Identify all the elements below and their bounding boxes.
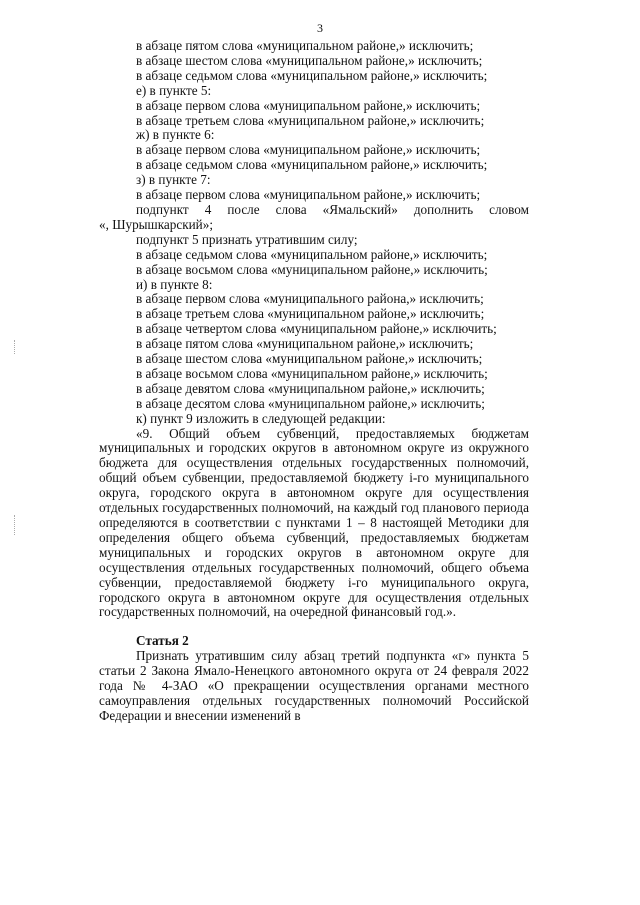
amendment-line: в абзаце восьмом слова «муниципальном районе,» исключить; — [136, 261, 488, 277]
amendment-line: в абзаце шестом слова «муниципальном районе,» исключить; — [136, 52, 483, 68]
amendment-line: в абзаце первом слова «муниципальном районе,» исключить; — [136, 142, 481, 158]
scan-margin-mark — [14, 515, 18, 535]
point-9-paragraph — [99, 427, 529, 621]
article-2-heading: Статья 2 — [136, 633, 189, 649]
amendment-line: в абзаце четвертом слова «муниципальном районе,» исключить; — [136, 321, 497, 337]
podpunkt4-continuation: «, Шурышкарский»; — [99, 216, 213, 232]
word: словом — [489, 201, 529, 217]
amendment-line: е) в пункте 5: — [136, 82, 212, 98]
amendment-line: к) пункт 9 изложить в следующей редакции: — [136, 410, 386, 426]
point-9-text: «9. Общий объем субвенций, предоставляемых бюджетам муниципальных и городских округов в автономном округе из окружного бюджета для осуществления отдельных государственных полномочий, общий объем субвенции, предоставляемой бюджету i-го муниципального округа, городского округа в автономном округе для осуществления отдельных государственных полномочий, на каждый год планового периода определяются в соответствии с пунктами 1 – 8 настоящей Методики для определения общего объема субвенций, предоставляемых бюджетам муниципальных и городских округов в автономном округе для осуществления отдельных государственных полномочий, общего объема субвенции, предоставляемой бюджету i-го муниципального округа, городского округа в автономном округе для осуществления отдельных государственных полномочий, на очередной финансовый год.». — [99, 425, 529, 620]
scan-margin-mark — [14, 340, 18, 354]
amendment-list-2 — [99, 233, 529, 427]
amendment-line: в абзаце седьмом слова «муниципальном районе,» исключить; — [136, 157, 488, 173]
amendment-line: в абзаце пятом слова «муниципальном районе,» исключить; — [136, 38, 474, 53]
document-body — [99, 39, 529, 724]
word: «Ямальский» — [322, 201, 398, 217]
amendment-line: и) в пункте 8: — [136, 276, 213, 292]
amendment-list-1 — [99, 39, 529, 203]
word: после — [227, 201, 260, 217]
word: подпункт — [136, 201, 189, 217]
amendment-line: в абзаце первом слова «муниципального района,» исключить; — [136, 291, 484, 307]
amendment-line: в абзаце первом слова «муниципальном районе,» исключить; — [136, 187, 481, 203]
amendment-line: в абзаце шестом слова «муниципальном районе,» исключить; — [136, 351, 483, 367]
amendment-line: в абзаце седьмом слова «муниципальном районе,» исключить; — [136, 67, 488, 83]
amendment-line: в абзаце третьем слова «муниципальном районе,» исключить; — [136, 306, 485, 322]
amendment-line: з) в пункте 7: — [136, 172, 211, 188]
podpunkt4-line — [99, 203, 529, 218]
amendment-line: в абзаце девятом слова «муниципальном районе,» исключить; — [136, 380, 485, 396]
amendment-line: в абзаце седьмом слова «муниципальном районе,» исключить; — [136, 246, 488, 262]
amendment-line: ж) в пункте 6: — [136, 127, 215, 143]
article-2-text: Признать утратившим силу абзац третий подпункта «г» пункта 5 статьи 2 Закона Ямало-Ненецкого автономного округа от 24 февраля 2022 года № 4-ЗАО «О прекращении осуществления органами местного самоуправления отдельных государственных полномочий Российской Федерации и внесении изменений в — [99, 648, 529, 723]
word: слова — [275, 201, 307, 217]
page-number: 3 — [317, 21, 323, 35]
word: 4 — [204, 201, 212, 217]
amendment-line: подпункт 5 признать утратившим силу; — [136, 231, 358, 247]
amendment-line: в абзаце третьем слова «муниципальном районе,» исключить; — [136, 112, 485, 128]
word: дополнить — [413, 201, 474, 217]
amendment-line: в абзаце пятом слова «муниципальном районе,» исключить; — [136, 336, 474, 352]
amendment-line: в абзаце первом слова «муниципальном районе,» исключить; — [136, 97, 481, 113]
amendment-line: в абзаце десятом слова «муниципальном районе,» исключить; — [136, 395, 485, 411]
amendment-line: в абзаце восьмом слова «муниципальном районе,» исключить; — [136, 365, 488, 381]
